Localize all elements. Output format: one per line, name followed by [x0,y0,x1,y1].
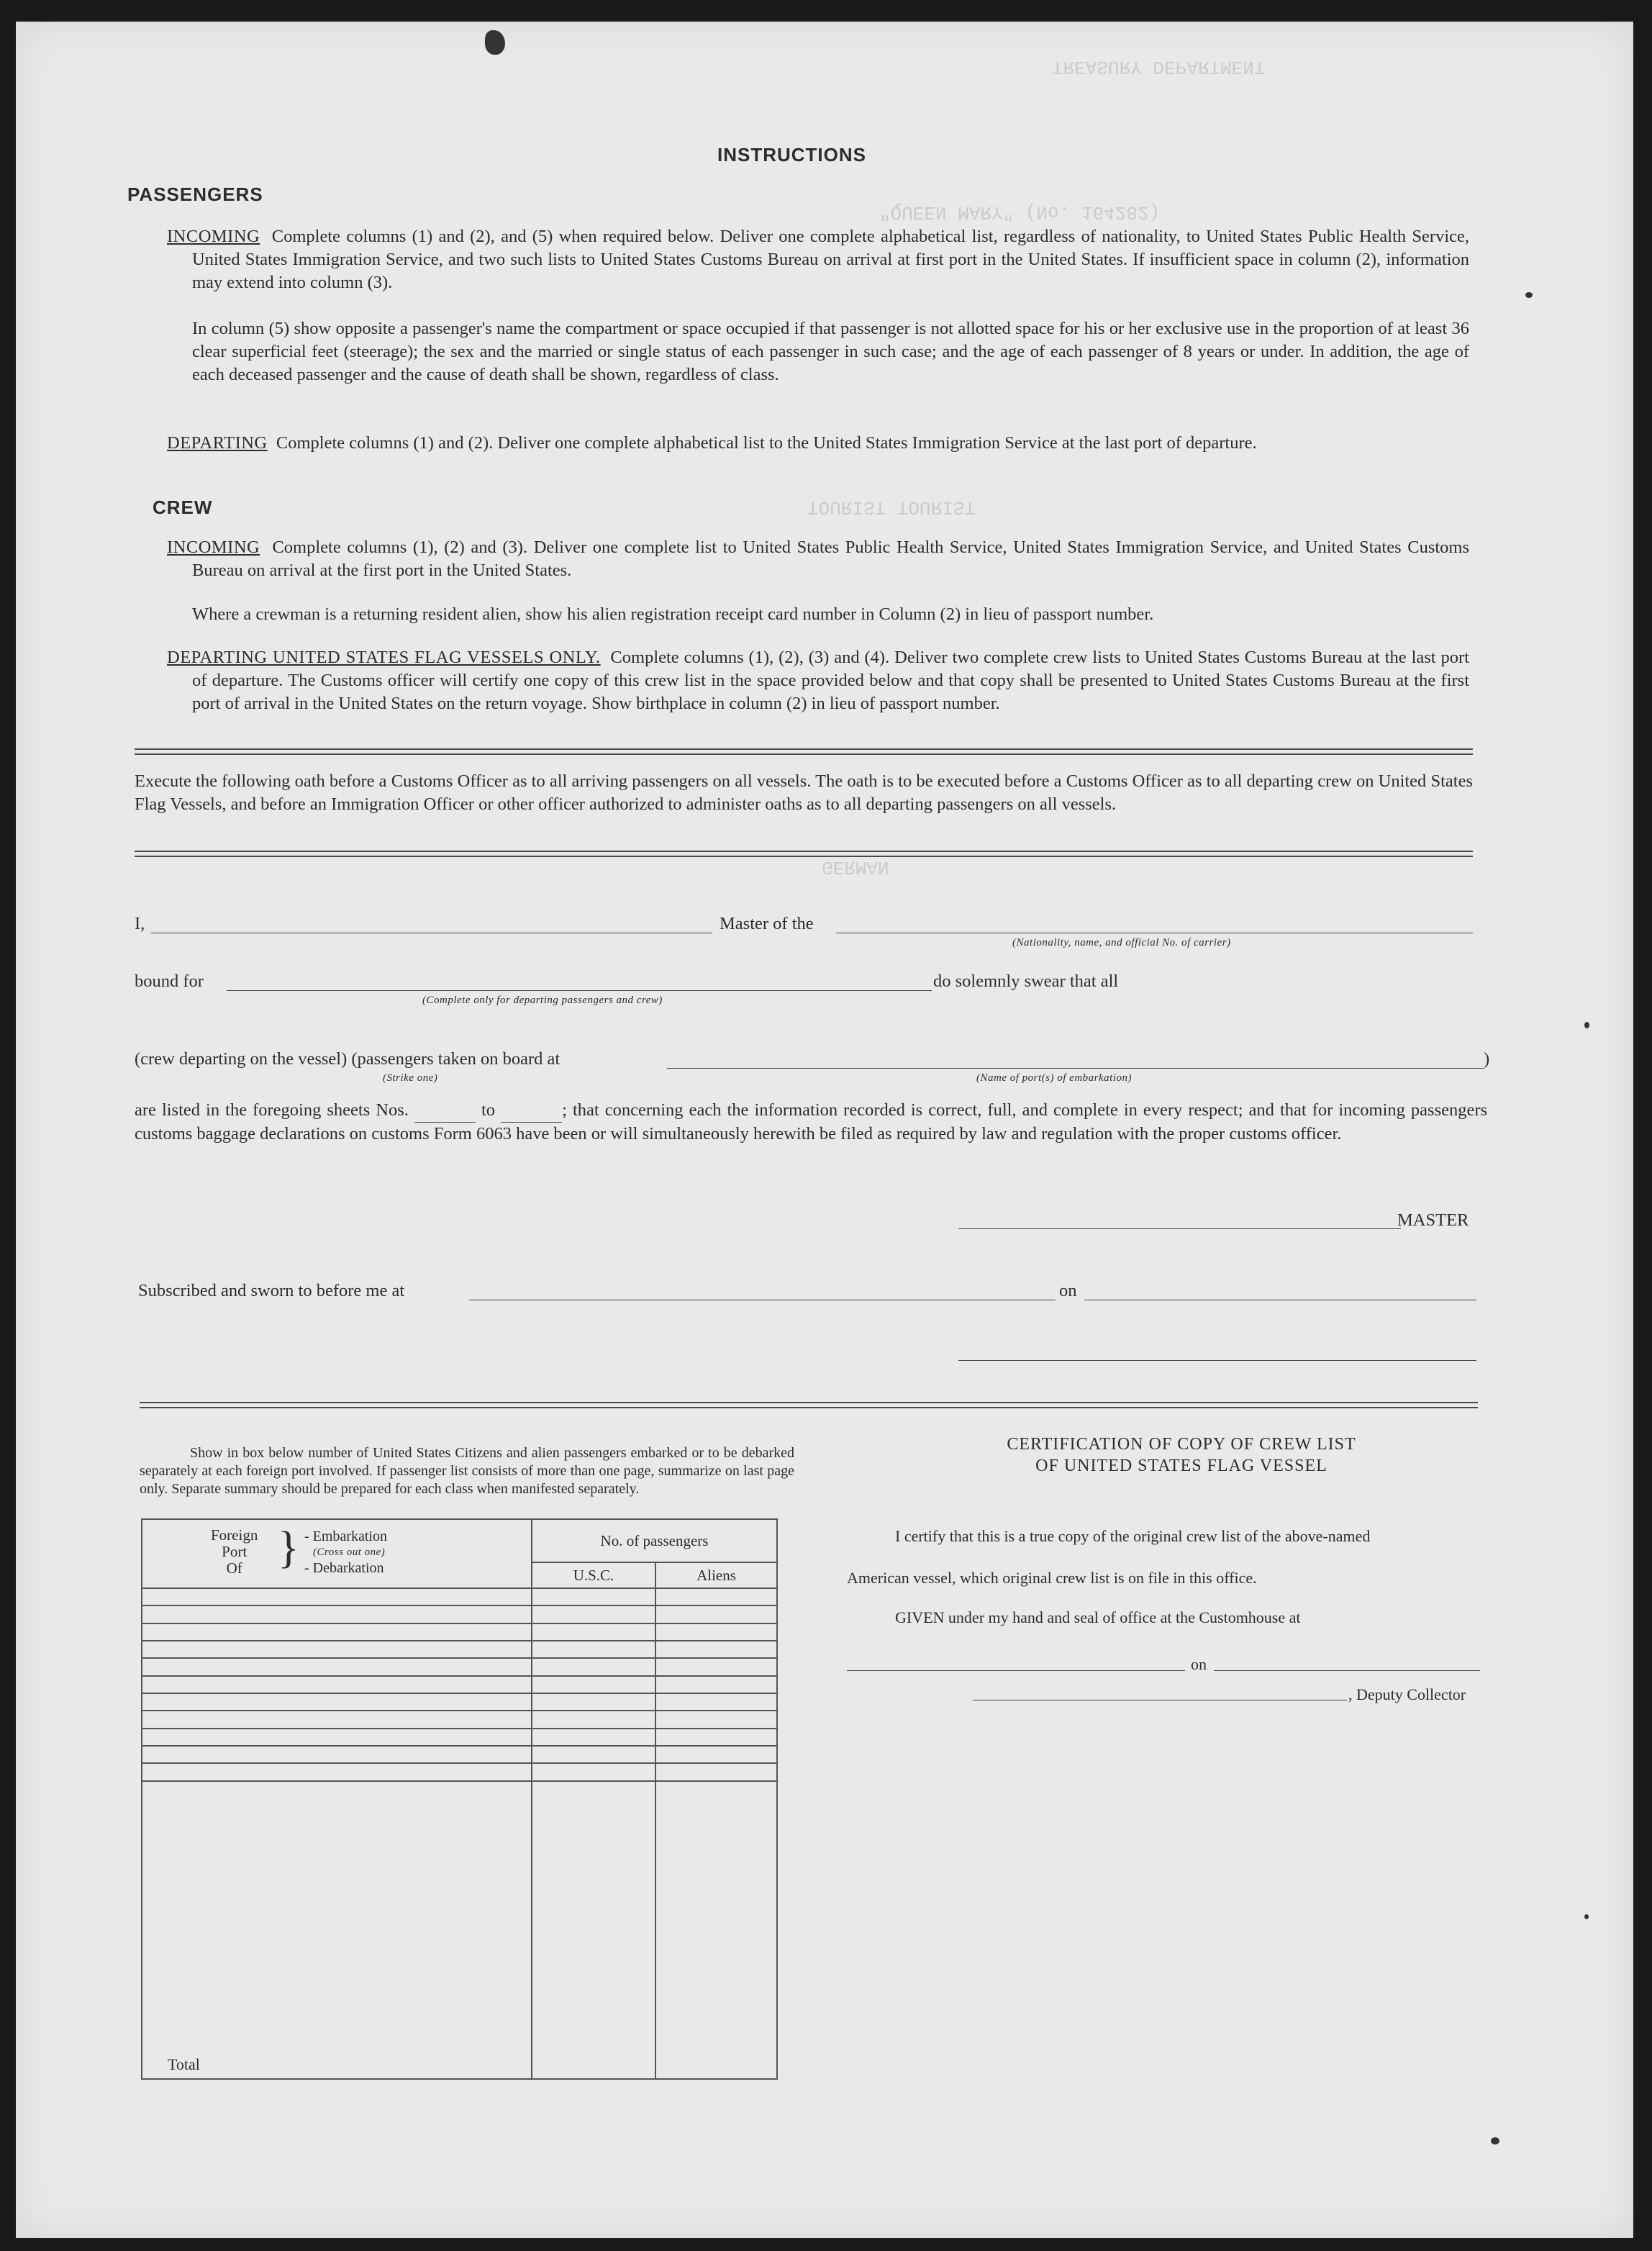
master-signature-line[interactable] [958,1228,1401,1229]
crew-incoming [167,536,1469,582]
debarkation-label: - Debarkation [304,1560,384,1576]
usc-cell[interactable] [532,1641,655,1658]
document-page: TREASURY DEPARTMENT "QUEEN MARY" (No. 164282) TOURIST TOURIST GERMAN INSTRUCTIONS PASSENGERS INCOMING Complete columns (1) and (2), and (5) when required below. Deliver one complete alphabetical list, regardless of nationality, to United States Public Health Service, United States Immigration Service, and two such lists to United States Customs Bureau on arrival at first port in the United States. If insufficient space in column (2), information may extend into column (3). In column (5) show opposite a passenger's name the compartment or space occupied if that passenger is not allotted space for his or her exclusive use in the proportion of at least 36 clear superficial feet (steerage); the sex and the married or single status of each passenger in such case; and the age of each passenger of 8 years or under. In addition, the age of each deceased passenger and the cause of death shall be shown, regardless of class. DEPARTING Complete columns (1) and (2). Deliver one complete alphabetical list to the United States Immigration Service at the last port of departure. CREW INCOMING Complete columns (1), (2) and (3). Deliver one complete list to United States Public Health Service, United States Immigration Service, and United States Customs Bureau on arrival at the first port in the United States. Where a crewman is a returning resident alien, show his alien registration receipt card number in Column (2) in lieu of passport number. DEPARTING UNITED STATES FLAG VESSELS ONLY. Complete columns (1), (2), (3) and (4). Deliver two complete crew lists to United States Customs Bureau at the last port of departure. The Customs officer will certify one copy of this crew list in the space provided below and that copy shall be presented to United States Customs Bureau at the first port of arrival in the United States on the return voyage. Show birthplace in column (2) in lieu of passport number. Execute the following oath before a Customs Officer as to all arriving passengers on all vessels. The oath is to be executed before a Customs Officer as to all departing crew on United States Flag Vessels, and before an Immigration Officer or other officer authorized to administer oaths as to all departing passengers on all vessels. I, Master of the (Nationality, name, and official No. of carrier) bound for (Complete only for departing passengers and crew) do solemnly swear that all (crew departing on the vessel) (passengers taken on board at ) (Strike one) (Name of port(s) of embarkation) are listed in the foregoing sheets Nos. to ; that concerning each the information recorded is correct, full, and complete in every respect; and that for incoming passengers customs baggage declarations on customs Form 6063 have been or will simultaneously herewith be filed as required by law and regulation with the proper customs officer. MASTER Subscribed and sworn to before me at on Show in box below number of United States Citizens and alien passengers embarked or to be debarked separately at each foreign port involved. If passenger list consists of more than one page, summarize on last page only. Separate summary should be prepared for each class when manifested separately. Foreign Port Of } - Embarkation (Cross out one) - Debarkation No. of passengers U.S.C. Aliens Total CERTIFICATION OF COPY OF CREW LIST OF UNITED STATES FLAG VESSEL I certify that this is a true copy of the original crew list of the above-named American vessel, which original crew list is on file in this office. GIVEN under my hand and seal of office at the Customhouse at on , Deputy Collector [16,22,1633,2238]
crew-incoming-text: Complete columns (1), (2) and (3). Deliver one complete list to United States Public Health Service, United States Immigration Service, and United States Customs Bureau on arrival at the first port in the United States. [192,538,1469,580]
close-paren: ) [1484,1049,1490,1069]
crew-departing-oath: (crew departing on the vessel) (passengers taken on board at [135,1049,560,1069]
usc-cell[interactable] [532,1676,655,1693]
scan-speck [1525,292,1533,298]
listed-to: to [481,1100,496,1120]
certification-title-line2: OF UNITED STATES FLAG VESSEL [1035,1457,1328,1475]
customhouse-place-line[interactable] [847,1670,1185,1671]
scan-speck [1584,1022,1589,1028]
table-row [142,1711,777,1728]
embark-caption: (Name of port(s) of embarkation) [976,1072,1132,1084]
crew-departing [167,646,1469,715]
certify-line1: I certify that this is a true copy of the original crew list of the above-named [895,1527,1371,1545]
embarkation-label: - Embarkation [304,1528,387,1544]
port-cell[interactable] [142,1729,532,1746]
oath-divider [135,851,1473,857]
port-label: Port [222,1543,248,1560]
subscribed-label: Subscribed and sworn to before me at [138,1281,405,1300]
usc-cell[interactable] [532,1729,655,1746]
passenger-summary-table [141,1518,778,2080]
aliens-cell[interactable] [655,1729,777,1746]
usc-cell[interactable] [532,1658,655,1675]
aliens-cell[interactable] [655,1676,777,1693]
listed-text: ; that concerning each the information recorded is correct, full, and complete in every respect; and that for incoming passengers customs baggage declarations on customs Form 6063 have been or will simultaneously herewith be filed as required by law and regulation with the proper customs officer. [135,1100,1488,1143]
port-cell[interactable] [142,1746,532,1763]
table-row [142,1605,777,1623]
oath-i-label: I, [135,914,145,933]
port-cell[interactable] [142,1658,532,1675]
embarkation-port-line[interactable] [667,1068,1484,1069]
sheet-from-blank[interactable] [414,1099,476,1123]
oath-intro: Execute the following oath before a Customs Officer as to all arriving passengers on all vessels. The oath is to be executed before a Customs Officer as to all departing crew on United States Flag Vessels, and before an Immigration Officer or other officer authorized to administer oaths as to all departing passengers on all vessels. [135,771,1473,814]
aliens-cell[interactable] [655,1641,777,1658]
table-row [142,1588,777,1605]
total-row [142,1781,777,2079]
passengers-departing-text: Complete columns (1) and (2). Deliver one complete alphabetical list to the United States Immigration Service at the last port of departure. [276,433,1257,453]
table-row [142,1729,777,1746]
passengers-heading: PASSENGERS [127,184,263,205]
summary-instructions: Show in box below number of United States Citizens and alien passengers embarked or to be debarked separately at each foreign port involved. If passenger list consists of more than one page, summarize on last page only. Separate summary should be prepared for each class when manifested separately. [140,1445,794,1497]
subscribed-on: on [1059,1281,1077,1300]
passengers-departing-label: DEPARTING [167,433,268,453]
passengers-incoming [167,225,1469,294]
strike-caption: (Strike one) [383,1072,438,1084]
master-of-label: Master of the [720,914,814,933]
crew-resident: Where a crewman is a returning resident alien, show his alien registration receipt card number in Column (2) in lieu of passport number. [192,604,1154,624]
certification-title [951,1434,1412,1477]
certification-on: on [1191,1655,1207,1673]
port-cell[interactable] [142,1588,532,1605]
crew-departing-text: Complete columns (1), (2), (3) and (4). Deliver two complete crew lists to United States Customs Bureau at the last port of departure. The Customs officer will certify one copy of this crew list in the space provided below and that copy shall be presented to United States Customs Bureau at the first port of arrival in the United States on the return voyage. Show birthplace in column (2) in lieu of passport number. [192,648,1469,713]
table-row [142,1676,777,1693]
table-row [142,1693,777,1711]
listed-pre: are listed in the foregoing sheets Nos. [135,1100,409,1120]
aliens-cell[interactable] [655,1763,777,1780]
table-row [142,1746,777,1763]
aliens-cell[interactable] [655,1588,777,1605]
passengers-column5: In column (5) show opposite a passenger's name the compartment or space occupied if that passenger is not allotted space for his or her exclusive use in the proportion of at least 36 clear superficial feet (steerage); the sex and the married or single status of each passenger in such case; and the age of each passenger of 8 years or under. In addition, the age of each deceased passenger and the cause of death shall be shown, regardless of class. [192,319,1469,384]
page-title: INSTRUCTIONS [717,144,866,166]
crew-departing-label: DEPARTING UNITED STATES FLAG VESSELS ONLY. [167,648,601,667]
bound-for-label: bound for [135,971,204,991]
oath-listed [135,1099,1487,1146]
usc-cell[interactable] [532,1746,655,1763]
scan-speck [1584,1914,1589,1919]
usc-cell[interactable] [532,1711,655,1728]
foreign-port-header [142,1519,532,1588]
scan-speck [1491,2137,1499,2144]
no-of-passengers-header: No. of passengers [532,1519,777,1562]
usc-cell[interactable] [532,1605,655,1623]
usc-cell[interactable] [532,1693,655,1711]
port-cell[interactable] [142,1763,532,1780]
usc-header: U.S.C. [532,1562,655,1588]
swear-text: do solemnly swear that all [933,971,1119,991]
crew-incoming-label: INCOMING [167,538,260,557]
carrier-caption: (Nationality, name, and official No. of carrier) [1012,937,1231,948]
aliens-cell[interactable] [655,1623,777,1641]
passengers-departing [167,432,1469,455]
usc-cell[interactable] [532,1588,655,1605]
aliens-total-cell[interactable] [655,1781,777,2079]
passengers-incoming-label: INCOMING [167,227,260,246]
sheet-to-blank[interactable] [501,1099,562,1123]
aliens-cell[interactable] [655,1658,777,1675]
aliens-cell[interactable] [655,1693,777,1711]
port-cell[interactable] [142,1676,532,1693]
bound-for-line[interactable] [227,990,932,991]
aliens-cell[interactable] [655,1711,777,1728]
port-cell[interactable] [142,1623,532,1641]
usc-total-cell[interactable] [532,1781,655,2079]
port-cell[interactable] [142,1711,532,1728]
bound-caption: (Complete only for departing passengers and crew) [422,995,663,1006]
usc-cell[interactable] [532,1623,655,1641]
aliens-cell[interactable] [655,1746,777,1763]
certify-line2: American vessel, which original crew list is on file in this office. [847,1569,1257,1587]
aliens-header: Aliens [655,1562,777,1588]
of-label: Of [226,1559,242,1577]
crew-heading: CREW [153,497,213,518]
aliens-cell[interactable] [655,1605,777,1623]
port-cell[interactable] [142,1693,532,1711]
port-cell[interactable] [142,1605,532,1623]
usc-cell[interactable] [532,1763,655,1780]
passengers-incoming-text: Complete columns (1) and (2), and (5) when required below. Deliver one complete alphabetical list, regardless of nationality, to United States Public Health Service, United States Immigration Service, and two such lists to United States Customs Bureau on arrival at first port in the United States. If insufficient space in column (2), information may extend into column (3). [192,227,1470,292]
table-row [142,1763,777,1780]
table-row [142,1641,777,1658]
port-cell[interactable] [142,1641,532,1658]
cross-out-label: (Cross out one) [313,1546,386,1558]
given-line: GIVEN under my hand and seal of office at the Customhouse at [895,1608,1301,1626]
officer-signature-line[interactable] [958,1360,1476,1361]
deputy-collector-label: , Deputy Collector [1348,1685,1466,1703]
lower-divider [140,1402,1478,1408]
table-row [142,1658,777,1675]
certification-title-line1: CERTIFICATION OF COPY OF CREW LIST [1007,1435,1356,1454]
foreign-label: Foreign [211,1526,258,1544]
brace: } [278,1523,299,1572]
section-divider [135,748,1473,755]
table-row [142,1623,777,1641]
certification-date-line[interactable] [1214,1670,1480,1671]
total-label: Total [142,1781,532,2079]
master-signature-label: MASTER [1397,1210,1469,1230]
scan-blot [485,30,505,55]
